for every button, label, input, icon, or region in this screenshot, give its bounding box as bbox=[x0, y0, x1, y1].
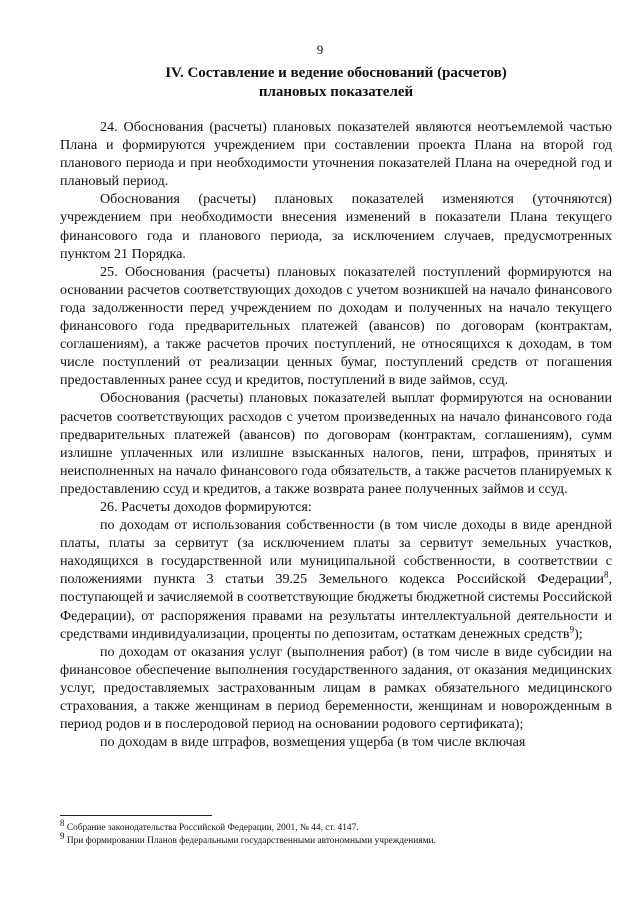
page-number: 9 bbox=[316, 42, 324, 57]
footnote-divider bbox=[60, 815, 212, 816]
paragraph-property-income bbox=[60, 516, 612, 643]
footnote-text: Собрание законодательства Российской Федерации, 2001, № 44, ст. 4147. bbox=[64, 823, 359, 833]
paragraph-25-cont: Обоснования (расчеты) плановых показателей выплат формируются на основании расчетов соответствующих расходов с учетом произведенных на начало финансового года предварительных платежей (авансов) по договорам (контрактам, соглашениям), сумм излишне уплаченных или излишне взысканных налогов, пени, штрафов, принятых и неисполненных на начало финансового года обязательств, а также расчетов планируемых к предоставлению ссуд и кредитов, а также возврата ранее полученных займов и ссуд. bbox=[60, 390, 612, 497]
footnote-mark: 8 bbox=[60, 817, 65, 828]
paragraph-24: 24. Обоснования (расчеты) плановых показателей являются неотъемлемой частью Плана и формируются учреждением при составлении проекта Плана на второй год планового периода и при необходимости уточнения показателей Плана на очередной год и плановый период. bbox=[60, 119, 612, 190]
paragraph-text-cont: , поступающей и зачисляемой в соответствующие бюджеты бюджетной системы Российской Федерации), от распоряжения правами на результаты интеллектуальной деятельности и средствами индивидуализации, проценты по депозитам, остаткам денежных средств bbox=[60, 571, 612, 642]
footnote-8 bbox=[60, 817, 620, 835]
paragraph-text: по доходам от использования собственности (в том числе доходы в виде арендной платы, платы за сервитут (за исключением платы за сервитут земельных участков, находящихся в государственной или муниципальной собственности, в соответствии с положениями пункта 3 статьи 39.25 Земельного кодекса Российской Федерации bbox=[60, 517, 612, 588]
section-title-line-2: плановых показателей bbox=[258, 84, 414, 100]
footnote-9 bbox=[60, 830, 620, 848]
footnote-ref-9[interactable]: 9 bbox=[569, 623, 575, 634]
footnote-mark: 9 bbox=[60, 830, 65, 841]
footnotes bbox=[60, 817, 620, 848]
paragraph-text-end: ); bbox=[574, 625, 583, 642]
section-heading bbox=[60, 64, 612, 102]
paragraph-fines-income: по доходам в виде штрафов, возмещения ущерба (в том числе включая bbox=[100, 734, 526, 751]
paragraph-25: 25. Обоснования (расчеты) плановых показателей поступлений формируются на основании расчетов соответствующих доходов с учетом возникшей на начало финансового года задолженности перед учреждением по доходам и полученных на начало текущего финансового года предварительных платежей (авансов) по договорам (контрактам, соглашениям), а также расчетов прочих поступлений, не относящихся к доходам, в том числе поступлений от реализации ценных бумаг, поступлений средств от погашения предоставленных ранее ссуд и кредитов, поступлений в виде займов, ссуд. bbox=[60, 263, 612, 389]
footnote-text: При формировании Планов федеральными государственными автономными учреждениями. bbox=[64, 836, 436, 846]
section-title-line-1: IV. Составление и ведение обоснований (расчетов) bbox=[165, 65, 507, 81]
footnote-ref-8[interactable]: 8 bbox=[603, 569, 609, 580]
paragraph-services-income: по доходам от оказания услуг (выполнения работ) (в том числе в виде субсидии на финансовое обеспечение выполнения государственного задания, от оказания медицинских услуг, предоставляемых застрахованным лицам в рамках обязательного медицинского страхования, а также женщинам в период беременности, женщинам и новорожденным в период родов и в послеродовой период на основании родового сертификата); bbox=[60, 643, 612, 733]
paragraph-26: 26. Расчеты доходов формируются: bbox=[100, 498, 312, 515]
body-text bbox=[60, 118, 612, 751]
paragraph-24-cont: Обоснования (расчеты) плановых показателей изменяются (уточняются) учреждением при необходимости внесения изменений в показатели Плана текущего финансового года и планового периода, за исключением случаев, предусмотренных пунктом 21 Порядка. bbox=[60, 191, 612, 262]
